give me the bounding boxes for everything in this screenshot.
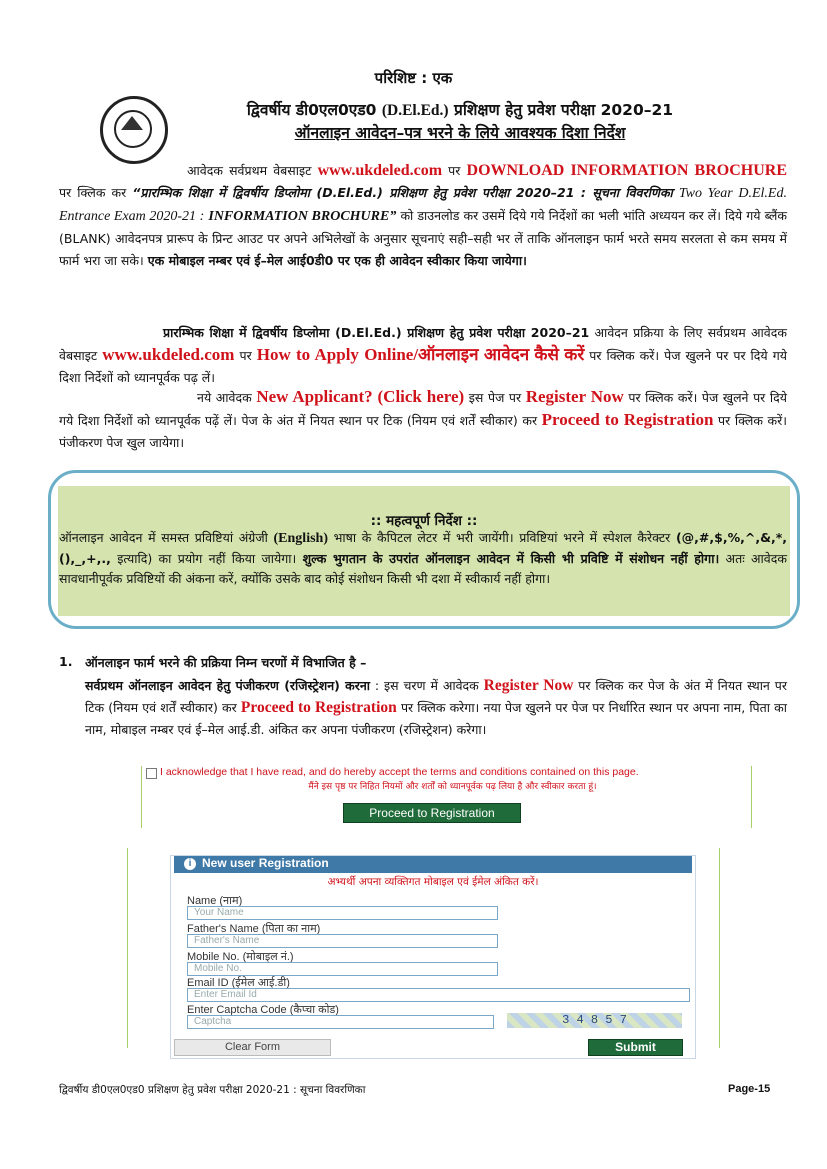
step-number: 1. [59, 654, 73, 669]
captcha-input[interactable]: Captcha [187, 1015, 494, 1029]
step-heading: ऑनलाइन फार्म भरने की प्रक्रिया निम्न चरणों में विभाजित है – [85, 655, 367, 670]
page-title [170, 98, 750, 120]
proceed-registration-link[interactable]: Proceed to Registration [541, 410, 714, 429]
mobile-input[interactable]: Mobile No. [187, 962, 498, 976]
register-now-link[interactable]: Register Now [525, 387, 624, 406]
proceed-to-registration-button[interactable]: Proceed to Registration [343, 803, 521, 823]
website-link[interactable]: www.ukdeled.com [317, 162, 443, 179]
uttarakhand-seal-logo [100, 96, 168, 164]
email-label: Email ID (ईमेल आई.डी) [187, 977, 290, 989]
form-notice: अभ्यर्थी अपना व्यक्तिगत मोबाइल एवं ईमेल अंकित करें। [327, 876, 539, 888]
father-name-label: Father's Name (पिता का नाम) [187, 923, 321, 935]
intro-paragraph-3: नये आवेदक New Applicant? (Click here) इस पेज पर Register Now पर क्लिक करें। पेज खुलने पर दिये गये दिशा निर्देशों को ध्यानपूर्वक पढ़ें लें। पेज के अंत में नियत स्थान पर टिक (नियम एवं शर्तें स्वीकार) कर Proceed to Registration पर क्लिक करें। पंजीकरण पेज खुल जायेगा। [59, 387, 787, 450]
submit-button[interactable]: Submit [588, 1039, 683, 1056]
page-number: Page-15 [728, 1083, 771, 1095]
captcha-label: Enter Captcha Code (कैप्चा कोड) [187, 1004, 339, 1016]
page-subtitle: ऑनलाइन आवेदन–पत्र भरने के लिये आवश्यक दिशा निर्देश [294, 124, 626, 142]
father-name-input[interactable]: Father's Name [187, 934, 498, 948]
clear-form-button[interactable]: Clear Form [174, 1039, 331, 1056]
screenshot-right-border [719, 848, 720, 1048]
acknowledge-text-hi: मैंने इस पृष्ठ पर निहित नियमों और शर्तों को ध्यानपूर्वक पढ़ लिया है और स्वीकार करता हूं। [308, 782, 597, 792]
proceed-registration-link-2[interactable]: Proceed to Registration [240, 699, 397, 716]
form-title: New user Registration [202, 856, 329, 870]
name-label: Name (नाम) [187, 895, 243, 907]
important-text: ऑनलाइन आवेदन में समस्त प्रविष्टियां अंग्रेजी (English) भाषा के कैपिटल लेटर में भरी जायेंगी। प्रविष्टियां भरने में स्पेशल कैरेक्टर (@,#,$,%,^,&,*,(),_,+,., इत्यादि) का प्रयोग नहीं किया जायेगा। शुल्क भुगतान के उपरांत ऑनलाइन आवेदन में किसी भी प्रविष्टि में संशोधन नहीं होगा। अतः आवेदक सावधानीपूर्वक प्रविष्टियों की अंकना करें, क्योंकि उसके बाद कोई संशोधन किसी भी दशा में स्वीकार्य नहीं होगा। [59, 530, 788, 586]
info-icon: i [184, 858, 196, 870]
intro-paragraph-2: प्रारम्भिक शिक्षा में द्विवर्षीय डिप्लोमा (D.El.Ed.) प्रशिक्षण हेतु प्रवेश परीक्षा 2020–21 आवेदन प्रक्रिया के लिए सर्वप्रथम आवेदक वेबसाइट www.ukdeled.com पर How to Apply Online/ऑनलाइन आवेदन कैसे करें पर क्लिक करें। पेज खुलने पर पर दिये गये दिशा निर्देशों को ध्यानपूर्वक पढ़ लें। [59, 325, 787, 385]
step-description: सर्वप्रथम ऑनलाइन आवेदन हेतु पंजीकरण (रजिस्ट्रेशन) करना : इस चरण में आवेदक Register Now पर क्लिक कर पेज के अंत में नियत स्थान पर टिक (नियम एवं शर्तें स्वीकार) कर Proceed to Registration पर क्लिक करेगा। नया पेज खुलने पर पेज पर निर्धारित स्थान पर अपना नाम, पिता का नाम, मोबाइल नम्बर एवं ई–मेल आई.डी. अंकित कर अपना पंजीकरण (रजिस्ट्रेशन) करेगा। [85, 677, 788, 737]
important-heading: :: महत्वपूर्ण निर्देश :: [370, 513, 478, 529]
download-brochure-link[interactable]: DOWNLOAD INFORMATION BROCHURE [466, 162, 787, 179]
intro-paragraph-1: आवेदक सर्वप्रथम वेबसाइट www.ukdeled.com पर DOWNLOAD INFORMATION BROCHURE पर क्लिक कर “प्रारम्भिक शिक्षा में द्विवर्षीय डिप्लोमा (D.El.Ed.) प्रशिक्षण हेतु प्रवेश परीक्षा 2020–21 : सूचना विवरणिका Two Year D.El.Ed. Entrance Exam 2020-21 : INFORMATION BROCHURE” को डाउनलोड कर उसमें दिये गये निर्देशों का भली भांति अध्ययन कर लें। दिये गये ब्लैंक (BLANK) आवेदनपत्र प्रारूप के प्रिन्ट आउट पर अपने अभिलेखों के अनुसार सूचनाएं सही–सही भर लें ताकि ऑनलाइन फार्म भरते समय सरलता से कम समय में फार्म भरा जा सके। एक मोबाइल नम्बर एवं ई–मेल आई0डी0 पर एक ही आवेदन स्वीकार किया जायेगा। [59, 162, 787, 268]
annex-label: परिशिष्ट : एक [374, 69, 453, 87]
captcha-image: 3 4 8 5 7 [507, 1013, 682, 1028]
title-english: (D.El.Ed.) [381, 102, 449, 119]
mountain-icon [121, 116, 143, 130]
title-hindi-2: प्रशिक्षण हेतु प्रवेश परीक्षा 2020–21 [454, 101, 674, 119]
acknowledge-text-en: I acknowledge that I have read, and do hereby accept the terms and conditions contained on this page. [160, 766, 639, 778]
mobile-label: Mobile No. (मोबाइल नं.) [187, 951, 294, 963]
title-hindi-1: द्विवर्षीय डी0एल0एड0 [246, 101, 377, 119]
new-applicant-link[interactable]: New Applicant? (Click here) [256, 387, 465, 406]
email-input[interactable]: Enter Email Id [187, 988, 690, 1002]
screenshot-left-border [127, 848, 128, 1048]
register-now-link-2[interactable]: Register Now [483, 677, 574, 694]
how-to-apply-link[interactable]: How to Apply Online/ऑनलाइन आवेदन कैसे करें [256, 345, 585, 364]
accept-terms-checkbox[interactable] [146, 768, 157, 779]
website-link-2[interactable]: www.ukdeled.com [102, 345, 235, 364]
form-header [174, 856, 692, 873]
name-input[interactable]: Your Name [187, 906, 498, 920]
footer-text: द्विवर्षीय डी0एल0एड0 प्रशिक्षण हेतु प्रवेश परीक्षा 2020-21 : सूचना विवरणिका [59, 1084, 366, 1096]
